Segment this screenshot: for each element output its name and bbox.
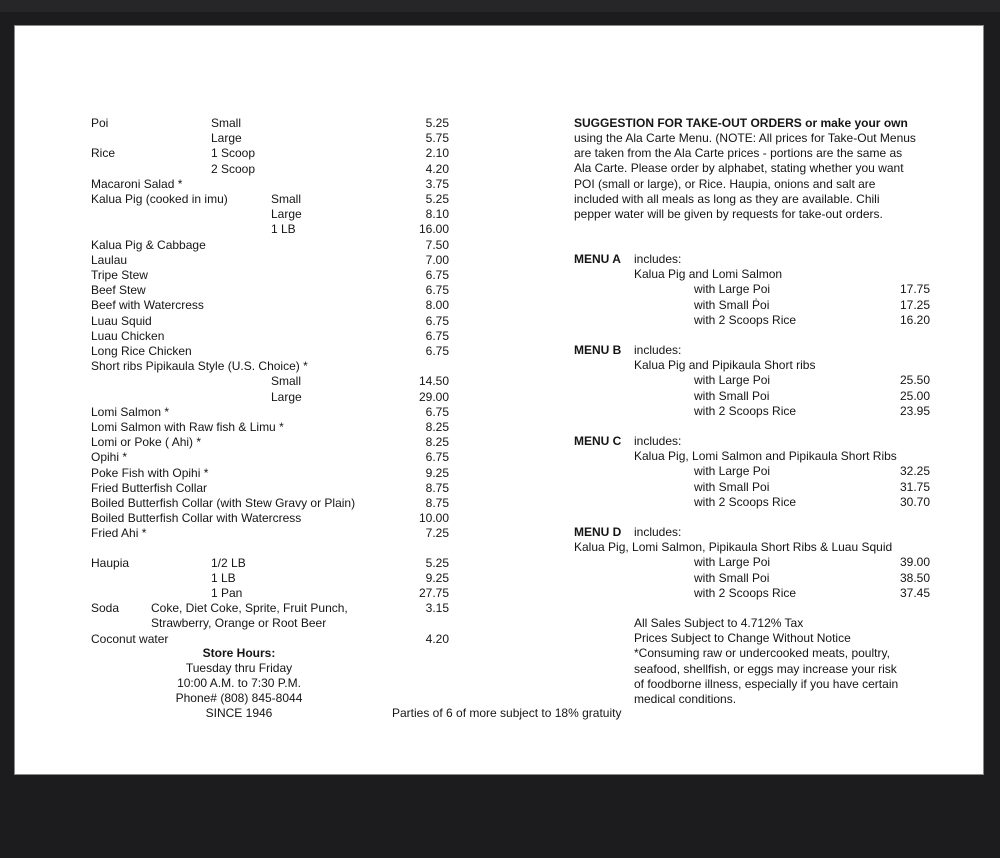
menu-option-name: with Large Poi (694, 464, 771, 479)
menu-includes: includes: (634, 525, 682, 539)
menu-item-price: 4.20 (425, 631, 449, 646)
menu-label: MENU A (574, 252, 621, 266)
menu-item-price: 10.00 (418, 511, 449, 526)
menu-contents: Kalua Pig and Pipikaula Short ribs (634, 358, 816, 373)
menu-option-price: 25.50 (899, 373, 930, 388)
menu-item-size: Large (211, 131, 242, 146)
menu-item-name: Poi (91, 116, 109, 130)
menu-item-size: 1 LB (211, 570, 236, 585)
menu-label: MENU C (574, 434, 622, 448)
menu-option-price: 17.25 (899, 297, 930, 312)
menu-item-name: Luau Squid (91, 313, 152, 328)
menu-option-name: with 2 Scoops Rice (694, 403, 797, 418)
menu-item-size: 1 LB (271, 222, 296, 237)
menu-item-price: 14.50 (418, 374, 449, 389)
notice-line: Prices Subject to Change Without Notice (634, 631, 851, 646)
menu-item-price: 6.75 (425, 450, 449, 465)
notice-line: medical conditions. (634, 692, 737, 706)
menu-item-name: Soda (91, 601, 120, 616)
menu-option-name: with Large Poi (694, 373, 771, 388)
menu-item-name: Fried Butterfish Collar (91, 480, 208, 495)
menu-item-price: 2.10 (425, 146, 449, 161)
menu-item-price: 7.00 (425, 252, 449, 267)
menu-item-size: 1 Scoop (211, 146, 256, 161)
menu-item-price: 6.75 (425, 268, 449, 282)
menu-item-price: 7.25 (425, 526, 449, 541)
menu-item-price: 5.25 (425, 116, 449, 130)
store-hours-heading: Store Hours: (202, 646, 276, 660)
menu-contents: Kalua Pig, Lomi Salmon and Pipikaula Short Ribs (634, 449, 897, 464)
menu-includes: includes: (634, 252, 682, 266)
menu-option-price: 16.20 (899, 312, 930, 327)
store-days: Tuesday thru Friday (185, 661, 293, 675)
menu-option-price: 30.70 (899, 494, 930, 509)
menu-item-price: 8.10 (425, 207, 449, 222)
menu-option-price: 17.75 (899, 282, 930, 297)
menu-item-price: 6.75 (425, 283, 449, 298)
menu-item-name: Opihi * (91, 450, 128, 465)
store-phone: Phone# (808) 845-8044 (175, 691, 303, 705)
menu-item-name: Coconut water (91, 631, 169, 646)
menu-item-name: Kalua Pig (cooked in imu) (91, 192, 228, 206)
menu-item-size: Small (271, 192, 302, 206)
notice-line: *Consuming raw or undercooked meats, poultry, (634, 646, 890, 661)
menu-item-name: Lomi Salmon with Raw fish & Limu * (91, 420, 284, 434)
takeout-text: using the Ala Carte Menu. (NOTE: All prices for Take-Out Menus (574, 131, 916, 145)
menu-option-name: with Small Poi (694, 570, 770, 585)
menu-item-name: Tripe Stew (91, 268, 148, 282)
notice-line: of foodborne illness, especially if you have certain (634, 676, 899, 691)
menu-item-price: 27.75 (418, 586, 449, 600)
menu-item-price: 3.75 (425, 176, 449, 191)
takeout-text: Ala Carte. Please order by alphabet, stating whether you want (574, 161, 904, 176)
menu-item-price: 9.25 (425, 570, 449, 585)
menu-label: MENU B (574, 343, 622, 357)
menu-item-price: 6.75 (425, 344, 449, 358)
menu-option-price: 23.95 (899, 403, 930, 418)
menu-contents: Kalua Pig and Lomi Salmon (634, 267, 783, 282)
menu-item-name: Fried Ahi * (91, 526, 147, 541)
menu-item-price: 5.25 (425, 555, 449, 570)
menu-option-name: with 2 Scoops Rice (694, 312, 797, 327)
takeout-heading: SUGGESTION FOR TAKE-OUT ORDERS or make your own (574, 116, 908, 130)
menu-item-name: Short ribs Pipikaula Style (U.S. Choice) * (91, 359, 308, 374)
menu-item-price: 4.20 (425, 161, 449, 176)
menu-item-name: Haupia (91, 555, 130, 570)
menu-option-price: 39.00 (899, 555, 930, 570)
menu-item-price: 7.50 (425, 237, 449, 252)
menu-option-name: with Small Poi (694, 479, 770, 494)
menu-item-desc: Coke, Diet Coke, Sprite, Fruit Punch, (151, 601, 348, 616)
menu-includes: includes: (634, 343, 682, 357)
menu-item-price: 6.75 (425, 404, 449, 419)
menu-item-size: Small (271, 374, 302, 389)
menu-option-price: 31.75 (899, 479, 930, 494)
menu-item-price: 8.00 (425, 298, 449, 313)
menu-item-price: 6.75 (425, 328, 449, 343)
menu-item-price: 16.00 (418, 222, 449, 237)
menu-item-size: 2 Scoop (211, 161, 256, 176)
menu-item-price: 6.75 (425, 313, 449, 328)
menu-option-name: with 2 Scoops Rice (694, 494, 797, 509)
menu-item-name: Lomi Salmon * (91, 404, 170, 419)
menu-option-price: 32.25 (899, 464, 930, 479)
store-since: SINCE 1946 (205, 706, 273, 720)
menu-option-name: with Small Poi (694, 388, 770, 403)
menu-option-price: 25.00 (899, 388, 930, 403)
menu-item-price: 3.15 (425, 601, 449, 616)
menu-item-price: 5.75 (425, 131, 449, 146)
menu-item-name: Kalua Pig & Cabbage (91, 237, 206, 252)
menu-option-name: with Large Poi (694, 555, 771, 570)
menu-item-name: Laulau (91, 252, 128, 267)
menu-option-price: 38.50 (899, 570, 930, 585)
takeout-text: pepper water will be given by requests for take-out orders. (574, 207, 883, 221)
menu-item-price: 8.25 (425, 420, 449, 434)
menu-item-name: Macaroni Salad * (91, 176, 183, 191)
takeout-text: POI (small or large), or Rice. Haupia, onions and salt are (574, 176, 876, 191)
viewer-top-bar (0, 0, 1000, 12)
menu-option-name: with 2 Scoops Rice (694, 585, 797, 600)
takeout-text: are taken from the Ala Carte prices - portions are the same as (574, 146, 903, 161)
menu-item-size: Small (211, 116, 242, 130)
menu-item-price: 29.00 (418, 389, 449, 404)
menu-item-desc: Strawberry, Orange or Root Beer (151, 616, 327, 631)
menu-item-name: Luau Chicken (91, 328, 165, 343)
gratuity-note: Parties of 6 of more subject to 18% gratuity (392, 706, 622, 720)
menu-item-price: 5.25 (425, 192, 449, 206)
menu-item-name: Beef Stew (91, 283, 146, 298)
menu-item-name: Rice (91, 146, 116, 161)
menu-includes: includes: (634, 434, 682, 448)
menu-item-price: 9.25 (425, 465, 449, 480)
menu-item-price: 8.75 (425, 480, 449, 495)
menu-contents: Kalua Pig, Lomi Salmon, Pipikaula Short Ribs & Luau Squid (574, 540, 893, 555)
menu-label: MENU D (574, 525, 622, 539)
menu-item-name: Lomi or Poke ( Ahi) * (91, 435, 202, 450)
takeout-text: included with all meals as long as they are available. Chili (574, 191, 880, 206)
menu-item-size: 1 Pan (211, 586, 243, 600)
menu-item-price: 8.75 (425, 496, 449, 510)
menu-item-price: 8.25 (425, 435, 449, 450)
menu-option-name: with Small Ṗoi (694, 297, 770, 312)
menu-item-name: Poke Fish with Opihi * (91, 465, 209, 480)
menu-item-size: 1/2 LB (211, 555, 246, 570)
menu-item-name: Long Rice Chicken (91, 344, 192, 358)
menu-item-name: Boiled Butterfish Collar with Watercress (91, 511, 302, 526)
notice-line: All Sales Subject to 4.712% Tax (634, 616, 804, 630)
notice-line: seafood, shellfish, or eggs may increase your risk (634, 661, 897, 676)
menu-item-name: Boiled Butterfish Collar (with Stew Gravy or Plain) (91, 496, 356, 510)
menu-option-name: with Large Poi (694, 282, 771, 297)
menu-option-price: 37.45 (899, 585, 930, 600)
menu-item-name: Beef with Watercress (91, 298, 204, 313)
menu-item-size: Large (271, 207, 302, 222)
store-hours: 10:00 A.M. to 7:30 P.M. (177, 676, 301, 690)
menu-item-size: Large (271, 389, 302, 404)
